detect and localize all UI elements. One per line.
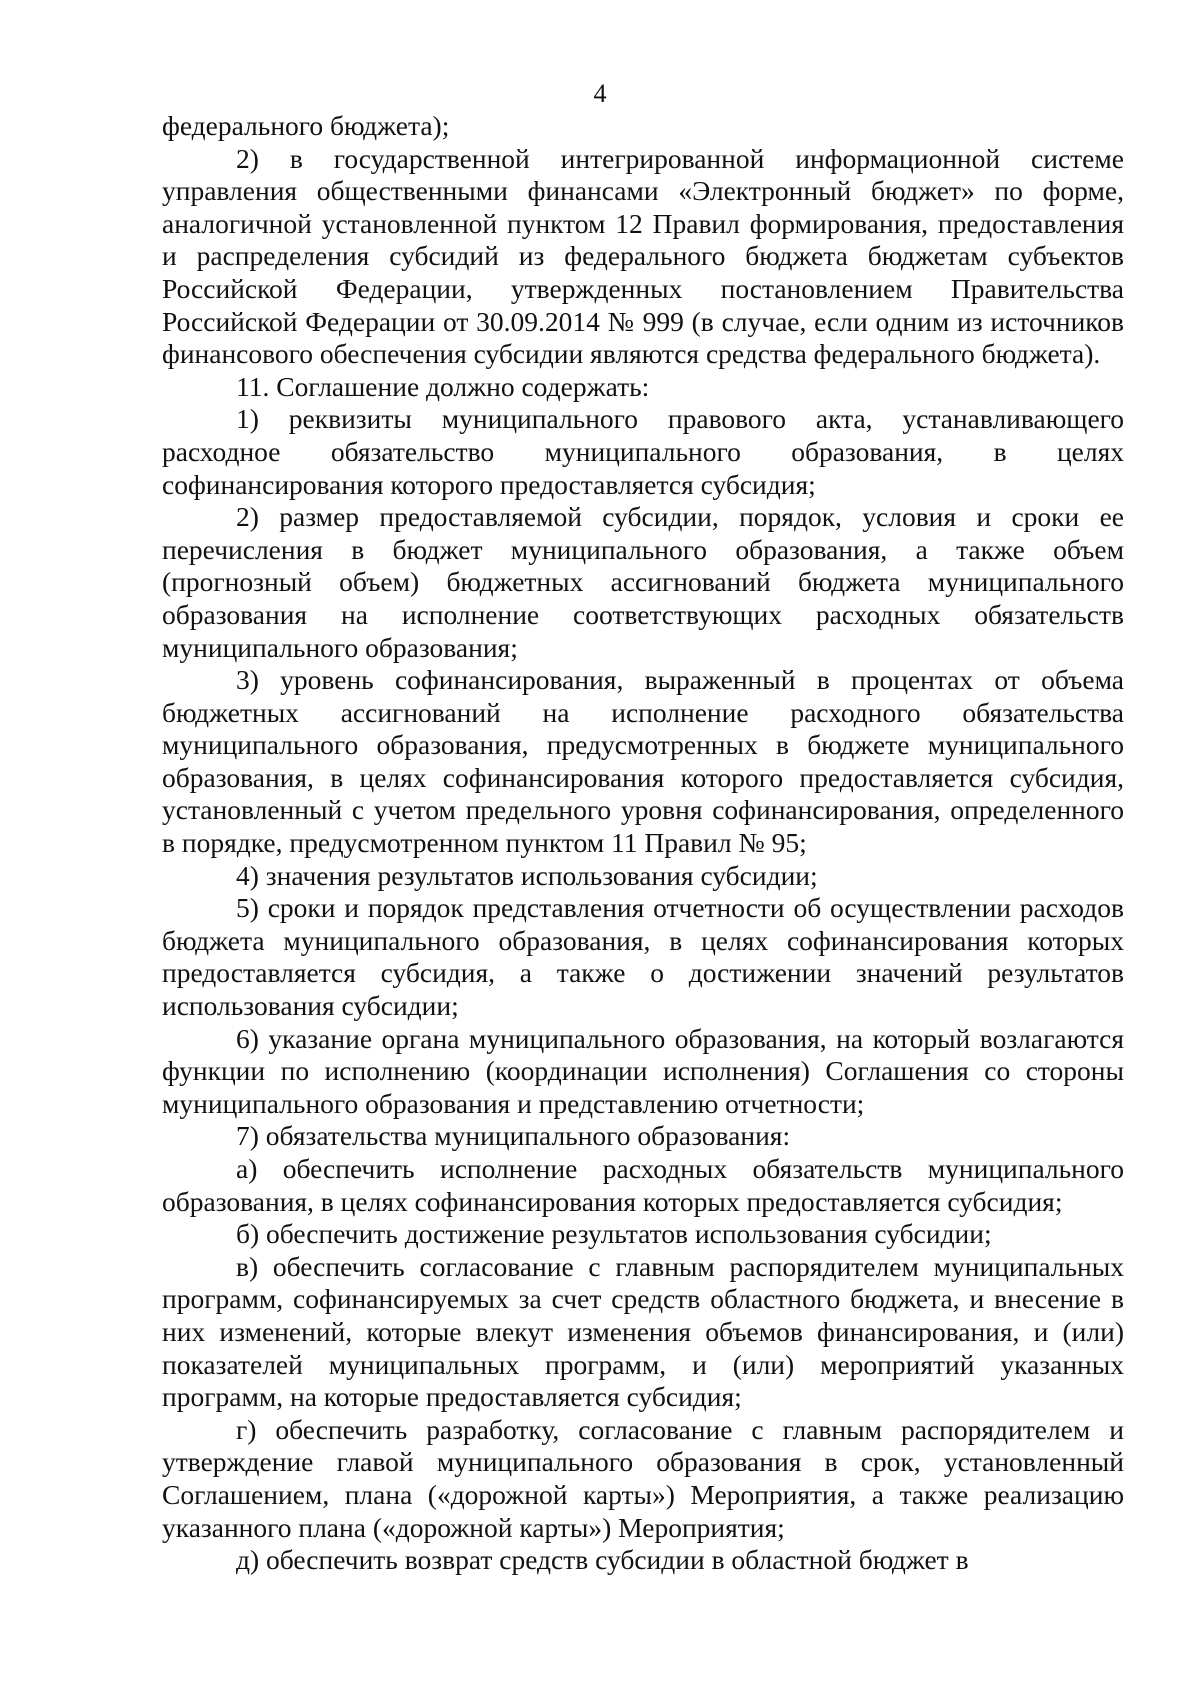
paragraph: 1) реквизиты муниципального правового акта, устанавливающего расходное обязательство муниципального образования, в целях софинансирования которого предоставляется субсидия; xyxy=(162,403,1124,500)
paragraph: 7) обязательства муниципального образования: xyxy=(236,1120,791,1152)
paragraph: 3) уровень софинансирования, выраженный в процентах от объема бюджетных ассигнований на исполнение расходного обязательства муниципального образования, предусмотренных в бюджете муниципального образования, в целях софинансирования которого предоставляется субсидия, установленный с учетом предельного уровня софинансирования, определенного в порядке, предусмотренном пунктом 11 Правил № 95; xyxy=(162,664,1124,859)
paragraph: федерального бюджета); xyxy=(162,110,450,141)
paragraph: 5) сроки и порядок представления отчетности об осуществлении расходов бюджета муниципального образования, в целях софинансирования которых предоставляется субсидия, а также о достижении значений результатов использования субсидии; xyxy=(162,892,1124,1022)
paragraph: б) обеспечить достижение результатов использования субсидии; xyxy=(236,1218,992,1250)
paragraph: 2) размер предоставляемой субсидии, порядок, условия и сроки ее перечисления в бюджет муниципального образования, а также объем (прогнозный объем) бюджетных ассигнований бюджета муниципального образования на исполнение соответствующих расходных обязательств муниципального образования; xyxy=(162,501,1124,663)
paragraph: г) обеспечить разработку, согласование с главным распорядителем и утверждение главой муниципального образования в срок, установленный Соглашением, плана («дорожной карты») Мероприятия, а также реализацию указанного плана («дорожной карты») Мероприятия; xyxy=(162,1413,1124,1543)
paragraph: а) обеспечить исполнение расходных обязательств муниципального образования, в целях софинансирования которых предоставляется субсидия; xyxy=(162,1153,1124,1217)
paragraph: 4) значения результатов использования субсидии; xyxy=(236,859,818,891)
paragraph: д) обеспечить возврат средств субсидии в областной бюджет в xyxy=(236,1544,969,1576)
paragraph: 2) в государственной интегрированной информационной системе управления общественными финансами «Электронный бюджет» по форме, аналогичной установленной пунктом 12 Правил формирования, предоставления и распределения субсидий из федерального бюджета бюджетам субъектов Российской Федерации, утвержденных постановлением Правительства Российской Федерации от 30.09.2014 № 999 (в случае, если одним из источников финансового обеспечения субсидии являются средства федерального бюджета). xyxy=(162,142,1124,370)
paragraph: в) обеспечить согласование с главным распорядителем муниципальных программ, софинансируемых за счет средств областного бюджета, и внесение в них изменений, которые влекут изменения объемов финансирования, и (или) показателей муниципальных программ, и (или) мероприятий указанных программ, на которые предоставляется субсидия; xyxy=(162,1250,1124,1413)
page-number: 4 xyxy=(593,79,607,108)
paragraph: 6) указание органа муниципального образования, на который возлагаются функции по исполнению (координации исполнения) Соглашения со стороны муниципального образования и представлению отчетности; xyxy=(162,1022,1124,1119)
document-body xyxy=(162,110,1124,1577)
paragraph: 11. Соглашение должно содержать: xyxy=(236,370,650,402)
